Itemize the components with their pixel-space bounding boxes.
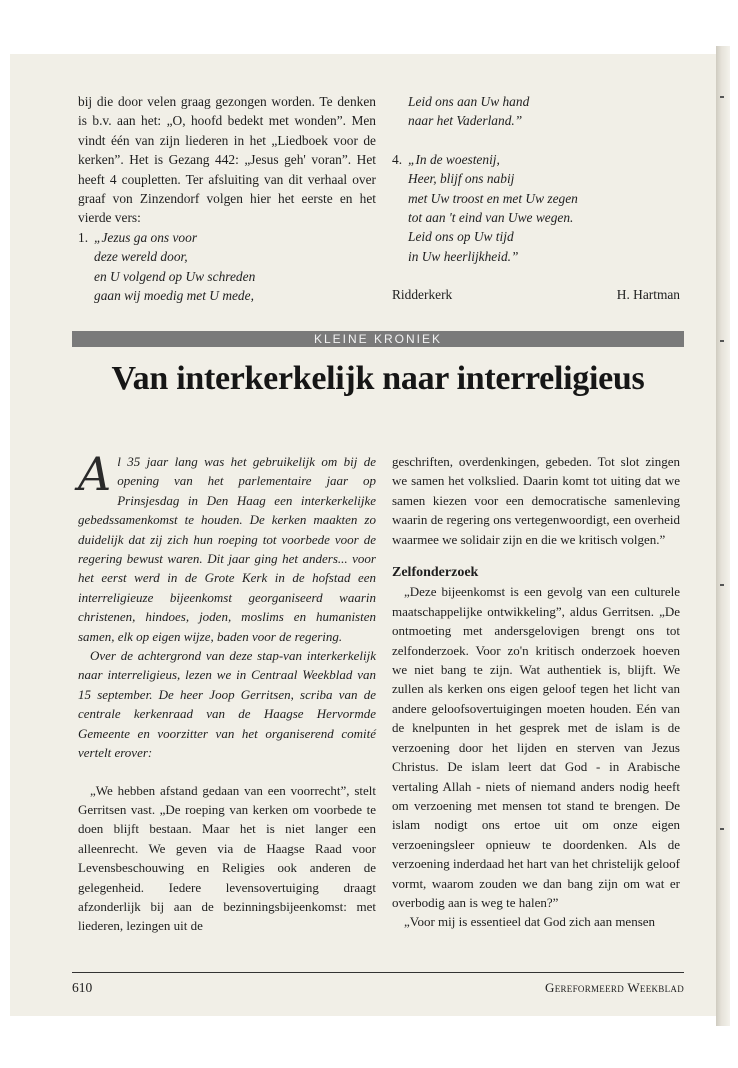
edge-mark [720,584,724,586]
footer-rule [72,972,684,973]
verse-line: met Uw troost en met Uw zegen [408,190,578,206]
verse-line: naar het Vaderland.” [408,113,523,129]
body-paragraph: „Deze bijeenkomst is een gevolg van een culturele maatschappelijke ontwikkeling”, aldus Gerritsen. „De ontmoeting met andersgelovigen brengt ons tot zelfonderzoek. Voor zo'n kritisch onderzoek hoeven we niet bang te zijn. Wat authentiek is, blijft. We zullen als kerken ons eigen geloof tegen het licht van andere geloofsovertuigingen moeten houden. Eén van de knelpunten in het gesprek met de islam is de verzoening door het lijden en sterven van Jezus Christus. De islam leert dat God - in Arabische vertaling Allah - niets of niemand anders nodig heeft om verzoening met mensen tot stand te brengen. De islam nodigt ons ertoe uit om onze eigen verzoeningsleer opnieuw te doordenken. Als de verzoening inderdaad het hart van het christelijk geloof vormt, waarom zouden we dan bang zijn om wat er overbodig aan is weg te halen?” [392,584,680,910]
verse-line: gaan wij moedig met U mede, [94,288,254,304]
signature-line [392,285,680,304]
intro-text: l 35 jaar lang was het gebruikelijk om bij de opening van het parlementaire jaar op Prinsjesdag in Den Haag een interkerkelijke gebedssamenkomst te houden. De kerken maakten zo duidelijk dat zij zich hun roeping tot voorbede voor de regering bewust waren. Dit jaar ging het anders... voor het eerst werd in de Grote Kerk in de hofstad een interreligieuze bijeenkomst georganiseerd waarin christenen, hindoes, joden, moslims en humanisten samen, elk op eigen wijze, baden voor de regering. [78,454,376,644]
verse-line: „In de woestenij, [408,151,500,167]
verse-line: in Uw heerlijkheid.” [408,248,519,264]
body-paragraph: „Voor mij is essentieel dat God zich aan mensen [404,914,656,930]
top-right-column [392,92,680,305]
article-left-column [78,447,376,936]
verse-line: en U volgend op Uw schreden [94,268,256,284]
edge-mark [720,96,724,98]
edge-mark [720,828,724,830]
section-label: KLEINE KRONIEK [72,331,684,347]
magazine-name: Gereformeerd Weekblad [545,980,684,995]
book-spine [716,46,730,1026]
verse-line: Leid ons aan Uw hand [408,94,530,109]
place: Ridderkerk [392,287,453,303]
author: H. Hartman [616,287,680,303]
intro-paragraph-2: Over de achtergrond van deze stap-van interkerkelijk naar interreligieus, lezen we in Centraal Weekblad van 15 september. De heer Joop Gerritsen, scriba van de centrale kerkenraad van de Haagse Hervormde Gemeente en voorzitter van het organiserend comité vertelt erover: [78,648,376,761]
body-paragraph: geschriften, overdenkingen, gebeden. Tot slot zingen we samen het volkslied. Daarin komt tot uiting dat we samen kiezen voor een democratische samenleving waarin de regering ons vertegenwoordigt, een overheid waarmee we solidair zijn en die we kritisch volgen.” [392,454,680,547]
verse-4 [392,150,680,266]
verse-line: deze wereld door, [94,249,188,265]
verse-line: Leid ons op Uw tijd [408,229,514,245]
article-right-column [392,452,680,932]
subheading: Zelfonderzoek [392,565,479,581]
page-number: 610 [72,980,93,995]
verse-line: „Jezus ga ons voor [94,229,198,245]
article-headline: Van interkerkelijk naar interreligieus [111,360,645,397]
body-paragraph: „We hebben afstand gedaan van een voorrecht”, stelt Gerritsen vast. „De roeping van kerken om voorbede te doen blijft bestaan. Maar het is niet langer een alleenrecht. We geven via de Haagse Raad voor Levensbeschouwing en Religies ook anderen de gelegenheid. Iedere levensovertuiging draagt afzonderlijk bij aan de bezinningsbijeenkomst: met liederen, lezingen uit de [78,782,376,934]
zinzendorf-paragraph: bij die door velen graag gezongen worden. Te denken is b.v. aan het: „O, hoofd bedekt met wonden”. Men vindt één van zijn liederen in het „Liedboek voor de kerken”. Het is Gezang 442: „Jesus geh' voran”. Het heeft 4 coupletten. Ter afsluiting van dit verhaal over graaf von Zinzendorf volgen hier het eerste en het vierde vers: [78,94,376,226]
verse-1 [78,228,376,306]
intro-paragraph [78,447,376,646]
drop-cap: A [78,447,112,501]
verse-line: Heer, blijf ons nabij [408,171,515,187]
verse-number: 1. [78,229,89,245]
edge-mark [720,340,724,342]
top-left-column [78,92,376,305]
verse-1-continued [392,92,680,131]
verse-line: tot aan 't eind van Uwe wegen. [408,210,574,226]
verse-number: 4. [392,151,403,167]
